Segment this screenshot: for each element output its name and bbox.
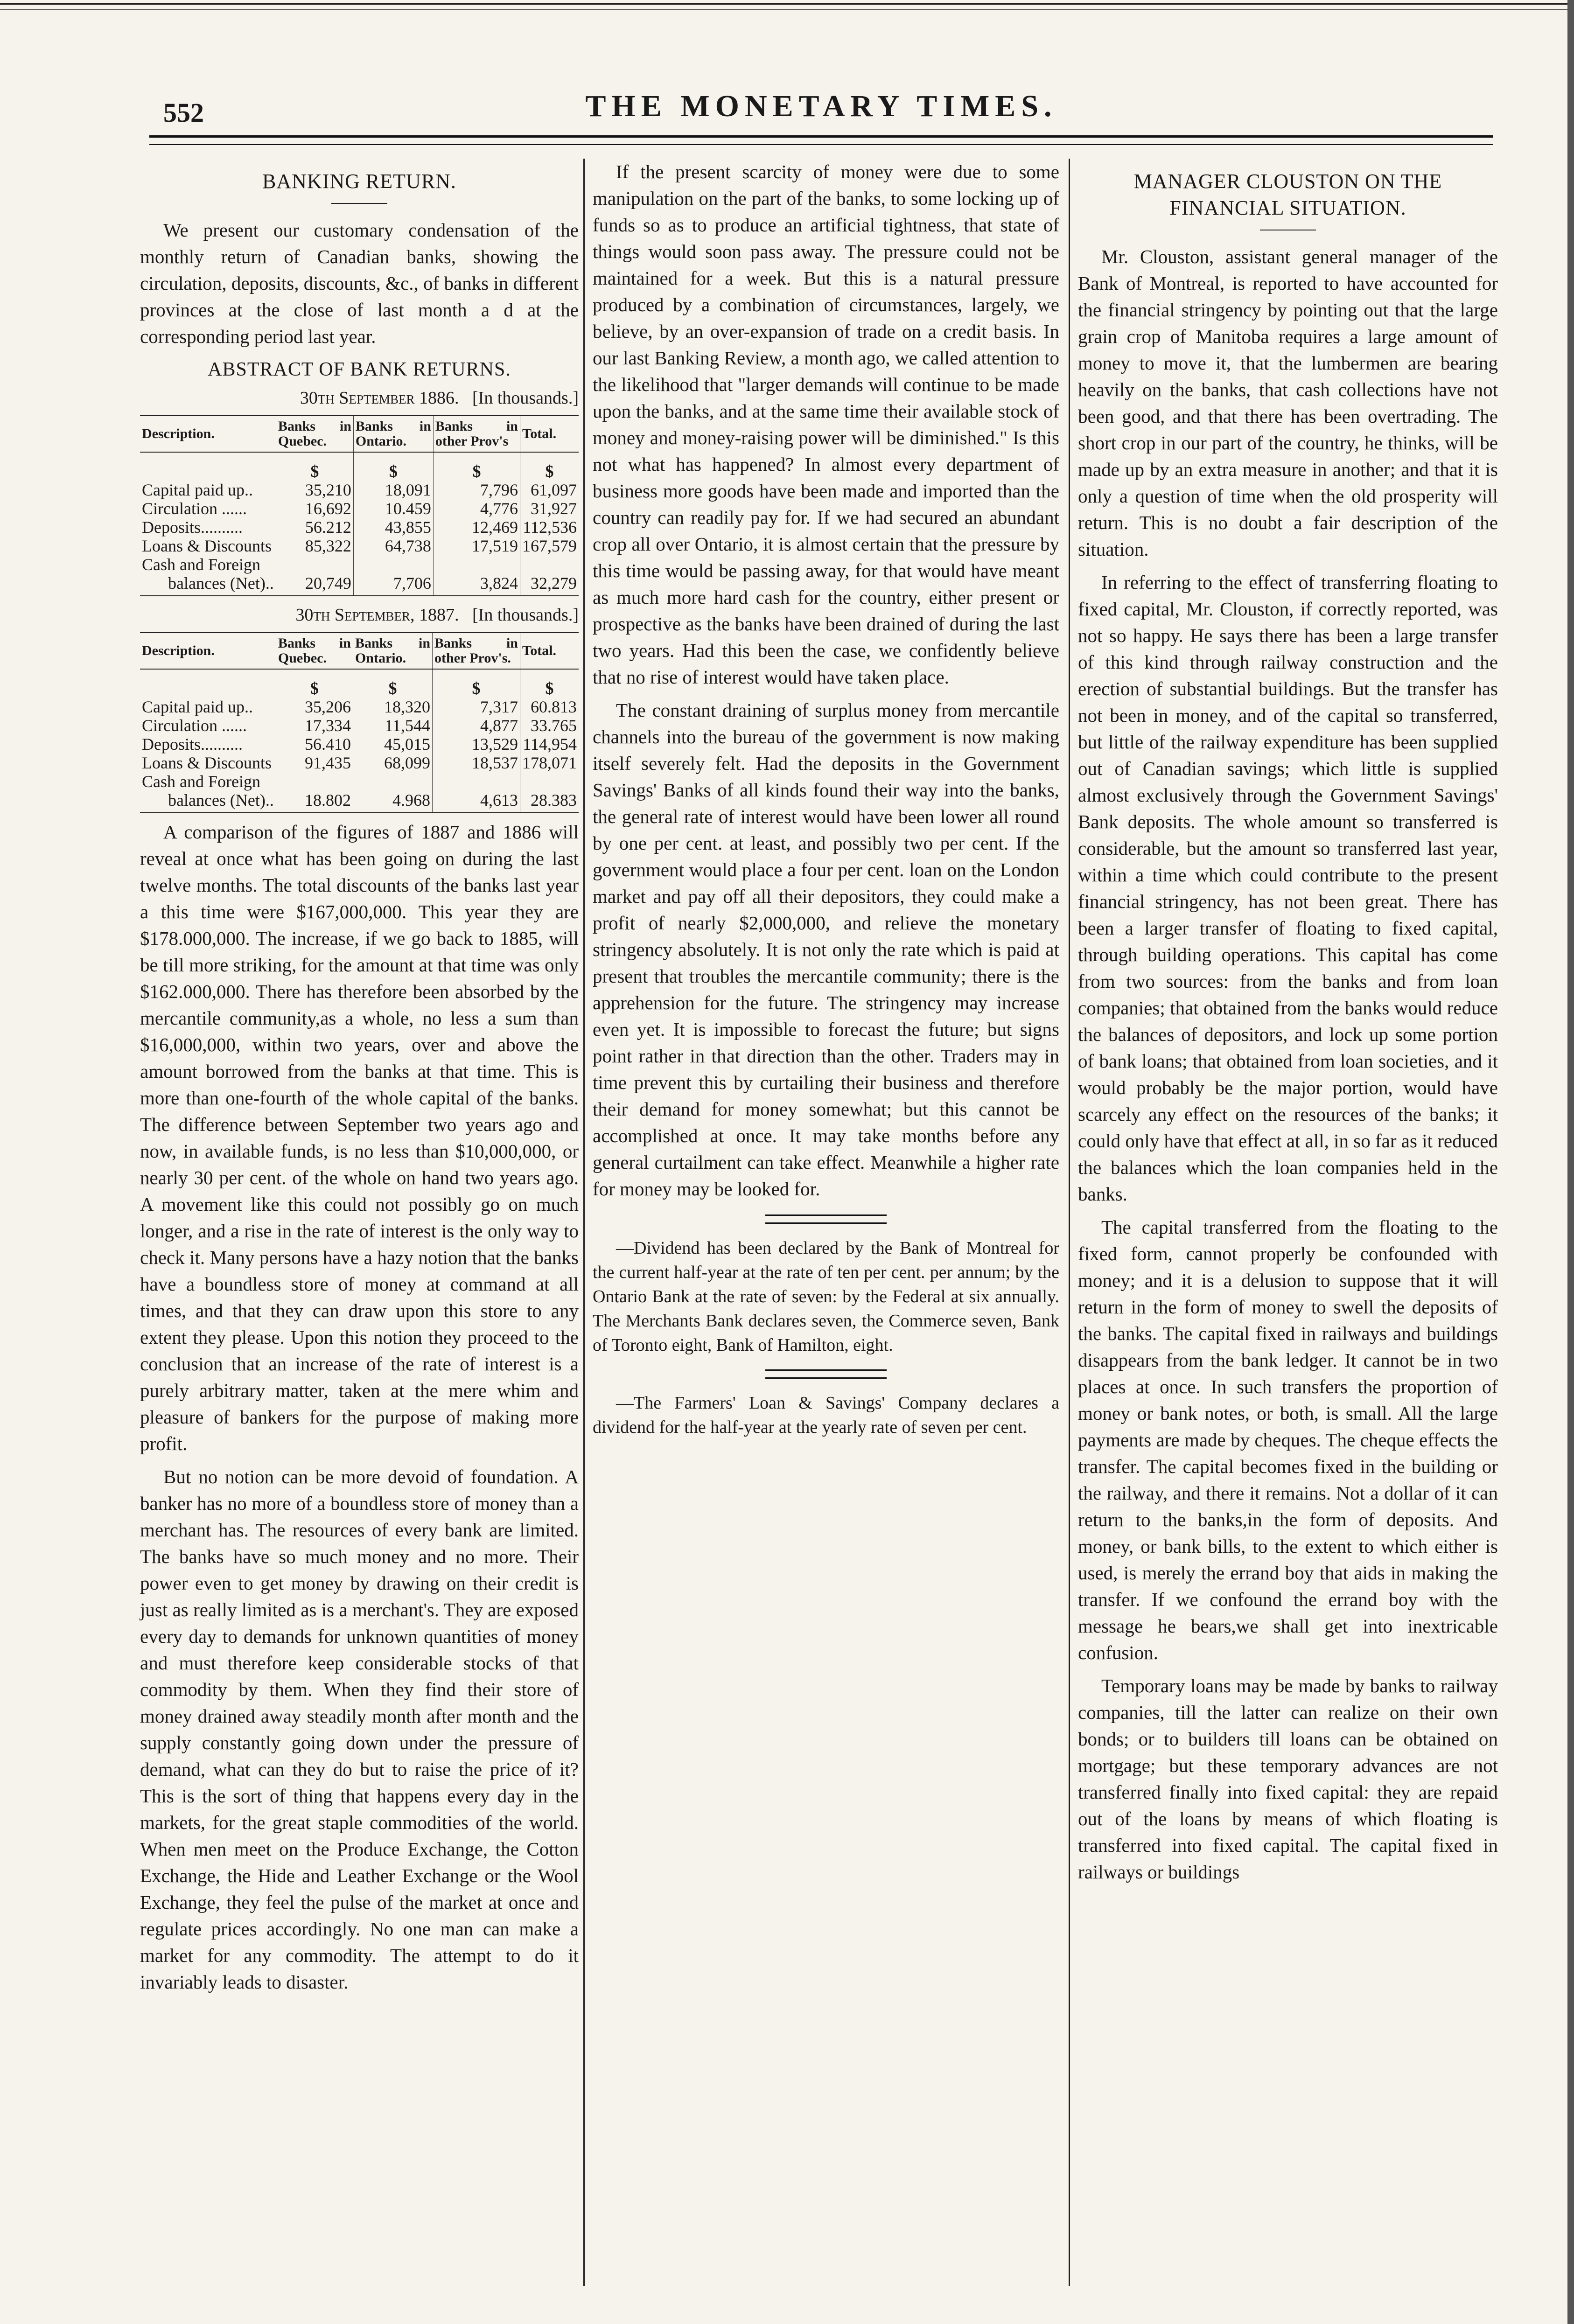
table-1886-caption bbox=[140, 385, 579, 412]
clouston-paragraph-4: Temporary loans may be made by banks to railway companies, till the latter can realize on their own bonds; or to builders till loans can be obtained on mortgage; but these temporary advances are not transferred finally into fixed capital: they are repaid out of the loans by means of which floating is transferred into fixed capital. The capital fixed in railways or buildings bbox=[1078, 1675, 1498, 1883]
dividend-notice-1: —Dividend has been declared by the Bank of Montreal for the current half-year at the rate of ten per cent. per annum; by the Ontario Bank at the rate of seven: by the Federal at six annually. The Merchants Bank declares seven, the Commerce seven, Bank of Toronto eight, Bank of Hamilton, eight. bbox=[593, 1238, 1059, 1355]
table-1886-date: 30th September 1886. bbox=[300, 388, 459, 408]
column-1 bbox=[140, 159, 579, 2002]
page-number: 552 bbox=[163, 98, 204, 128]
masthead-title: THE MONETARY TIMES. bbox=[585, 89, 1057, 123]
table-row: Circulation ...... 17,334 11,544 4,877 33.765 bbox=[140, 716, 579, 735]
clouston-paragraph-2: In referring to the effect of transferring floating to fixed capital, Mr. Clouston, if correctly reported, was not so happy. He says there has been a large transfer of this kind through railway construction and the erection of substantial buildings. But the transfer has not been in money, and of the capital so transferred, but little of the railway expenditure has been supplied out of Canadian savings; which little is supplied almost exclusively through the Government Savings' Bank deposits. The whole amount so transferred is considerable, but the amount so transferred last year, within a time which could contribute to the present financial stringency, has not been great. There has been a larger transfer of floating to fixed capital, through building operations. This capital has come from two sources: from the banks and from loan companies; that obtained from the banks would reduce the balances of depositors, and lock up some portion of bank loans; that obtained from loan societies, and it would probably be the major portion, would have scarcely any effect on the resources of the banks; it could only have that effect at all, in so far as it reduced the balances which the loan companies held in the banks. bbox=[1078, 572, 1498, 1205]
banking-paragraph-2: But no notion can be more devoid of foundation. A banker has no more of a boundless store of money than a merchant has. The resources of every bank are limited. The banks have so much money and no more. Their power even to get money by drawing on their credit is just as really limited as is a merchant's. They are exposed every day to demands for unknown quantities of money and must therefore keep considerable stocks of that commodity by them. When they find their store of money drained away steadily month after month and the supply constantly going down under the pressure of demand, what can they do but to raise the price of it? This is the sort of thing that happens every day in the markets, for the great staple commodities of the world. When men meet on the Produce Exchange, the Cotton Exchange, the Hide and Leather Exchange or the Wool Exchange, they feel the pulse of the market at once and regulate prices accordingly. No one man can make a market for any commodity. The attempt to do it invariably leads to disaster. bbox=[140, 1466, 579, 1993]
table-row: Circulation ...... 16,692 10.459 4,776 31,927 bbox=[140, 499, 579, 518]
table-1887-caption bbox=[140, 602, 579, 628]
currency-row: $ $ $ $ bbox=[140, 669, 579, 698]
table-row: balances (Net).. 20,749 7,706 3,824 32,279 bbox=[140, 574, 579, 596]
bank-table-1886 bbox=[140, 415, 579, 596]
table-row: balances (Net).. 18.802 4.968 4,613 28.383 bbox=[140, 791, 579, 813]
clouston-title: MANAGER CLOUSTON ON THE FINANCIAL SITUATION. bbox=[1133, 170, 1442, 219]
table-row: Capital paid up.. 35,210 18,091 7,796 61,097 bbox=[140, 481, 579, 499]
notice-separator bbox=[765, 1369, 887, 1379]
banking-return-title: BANKING RETURN. bbox=[262, 170, 456, 193]
table-header: Banks in Quebec. bbox=[276, 416, 353, 452]
table-row: Cash and Foreign bbox=[140, 772, 579, 791]
clouston-paragraph-1: Mr. Clouston, assistant general manager of the Bank of Montreal, is reported to have accounted for the financial stringency by pointing out that the large grain crop of Manitoba requires a large amount of money to move it, that the lumbermen are bearing heavily on the banks, that cash collections have not been good, and that there has been overtrading. The short crop in our part of the country, he thinks, will be made up by an extra measure in another; and that it is only a question of time when the old prosperity will return. This is no doubt a fair description of the situation. bbox=[1078, 246, 1498, 560]
banking-paragraph-3: If the present scarcity of money were due to some manipulation on the part of the banks, to some locking up of funds so as to produce an artificial tightness, that state of things would soon pass away. The pressure could not be maintained for a week. But this is a natural pressure produced by a combination of circumstances, largely, we believe, by an over-expansion of trade on a credit basis. In our last Banking Review, a month ago, we called attention to the likelihood that "larger demands will continue to be made upon the banks, and at the same time their available stock of money and money-raising power will be diminished." Is this not what has happened? In almost every department of business more goods have been made and imported than the country can readily pay for. If we had secured an abundant crop all over Ontario, it is almost certain that the pressure by this time would be passing away, for that would have meant as much more hard cash for the country, either present or prospective as the banks have been drained of during the last two years. Had this been the case, we confidently believe that no rise of interest would have taken place. bbox=[593, 161, 1059, 688]
table-header: Description. bbox=[140, 416, 276, 452]
currency-row: $ $ $ $ bbox=[140, 452, 579, 481]
banking-paragraph-1: A comparison of the figures of 1887 and 1886 will reveal at once what has been going on during the last twelve months. The total discounts of the banks last year a this time were $167,000,000. This year they are $178.000,000. The increase, if we go back to 1885, will be till more striking, for the amount at that time was only $162.000,000. There has therefore been absorbed by the mercantile community,as a whole, no less a sum than $16,000,000, within two years, over and above the amount borrowed from the banks at that time. This is more than one-fourth of the whole capital of the banks. The difference between September two years ago and now, in available funds, is no less than $10,000,000, or nearly 30 per cent. of the whole on hand two years ago. A movement like this could not possibly go on much longer, and a rise in the rate of interest is the only way to check it. Many persons have a hazy notion that the banks have a boundless store of money at command at all times, and that they can draw upon this store to any extent they please. Upon this notion they proceed to the conclusion that an increase of the rate of interest is a purely arbitrary matter, taken at the mere whim and pleasure of bankers for the purpose of making more profit. bbox=[140, 821, 579, 1454]
table-header: Description. bbox=[140, 633, 276, 669]
notice-separator bbox=[765, 1214, 887, 1224]
table-header: Banks in other Prov's. bbox=[433, 633, 520, 669]
table-row: Capital paid up.. 35,206 18,320 7,317 60.813 bbox=[140, 698, 579, 716]
column-3 bbox=[1078, 159, 1498, 1892]
table-header: Banks in other Prov's bbox=[433, 416, 520, 452]
banking-intro: We present our customary condensation of the monthly return of Canadian banks, showing the circulation, deposits, discounts, &c., of banks in different provinces at the close of last month a d at the corresponding period last year. bbox=[140, 219, 579, 347]
table-row: Deposits.......... 56.212 43,855 12,469 112,536 bbox=[140, 518, 579, 537]
column-2 bbox=[593, 159, 1059, 1446]
table-header: Total. bbox=[520, 633, 579, 669]
clouston-paragraph-3: The capital transferred from the floating to the fixed form, cannot properly be confounded with money; and it is a delusion to suppose that it will return in the form of money to swell the deposits of the banks. The capital fixed in railways and buildings disappears from the bank ledger. It cannot be in two places at once. In such transfers the proportion of money or bank notes, or both, is small. All the large payments are made by cheques. The cheque effects the transfer. The capital becomes fixed in the building or the railway, and there it remains. Not a dollar of it can return to the banks,in the form of deposits. And money, or bank bills, to the extent to which either is used, is merely the errand boy that aids in making the transfer. If we confound the errand boy with the message he bears,we shall get into inextricable confusion. bbox=[1078, 1216, 1498, 1663]
header-rule bbox=[149, 135, 1493, 145]
table-header: Total. bbox=[520, 416, 579, 452]
table-header: Banks in Ontario. bbox=[353, 633, 432, 669]
table-row: Deposits.......... 56.410 45,015 13,529 114,954 bbox=[140, 735, 579, 754]
column-divider-2 bbox=[1069, 159, 1070, 2286]
dividend-notice-2: —The Farmers' Loan & Savings' Company declares a dividend for the half-year at the yearly rate of seven per cent. bbox=[593, 1393, 1059, 1437]
table-1887-units: [In thousands.] bbox=[472, 605, 579, 625]
table-header: Banks in Quebec. bbox=[276, 633, 353, 669]
table-row: Loans & Discounts 91,435 68,099 18,537 178,071 bbox=[140, 754, 579, 772]
page-right-edge bbox=[1567, 0, 1574, 2324]
table-row: Cash and Foreign bbox=[140, 555, 579, 574]
abstract-title: ABSTRACT OF BANK RETURNS. bbox=[208, 359, 511, 380]
table-1887-date: 30th September, 1887. bbox=[295, 605, 459, 625]
bank-table-1887 bbox=[140, 632, 579, 813]
title-rule bbox=[331, 203, 387, 204]
table-row: Loans & Discounts 85,322 64,738 17,519 167,579 bbox=[140, 537, 579, 555]
page-header bbox=[149, 89, 1493, 131]
page-top-edge bbox=[0, 3, 1574, 10]
table-header: Banks in Ontario. bbox=[353, 416, 433, 452]
column-divider-1 bbox=[583, 159, 585, 2286]
banking-paragraph-4: The constant draining of surplus money from mercantile channels into the bureau of the government is now making itself severely felt. Had the deposits in the Government Savings' Banks of all kinds found their way into the banks, the general rate of interest would have been lower all round by one per cent. at least, and possibly two per cent. If the government would place a four per cent. loan on the London market and pay off all their depositors, they could make a profit of nearly $2,000,000, and relieve the monetary stringency absolutely. It is not only the rate which is paid at present that troubles the mercantile community; there is the apprehension for the future. The stringency may increase even yet. It is impossible to forecast the future; but signs point rather in that direction than the other. Traders may in time prevent this by curtailing their business and therefore their demand for money somewhat; but this cannot be accomplished at once. It may take months before any general curtailment can take effect. Meanwhile a higher rate for money may be looked for. bbox=[593, 699, 1059, 1200]
table-1886-units: [In thousands.] bbox=[472, 388, 579, 408]
